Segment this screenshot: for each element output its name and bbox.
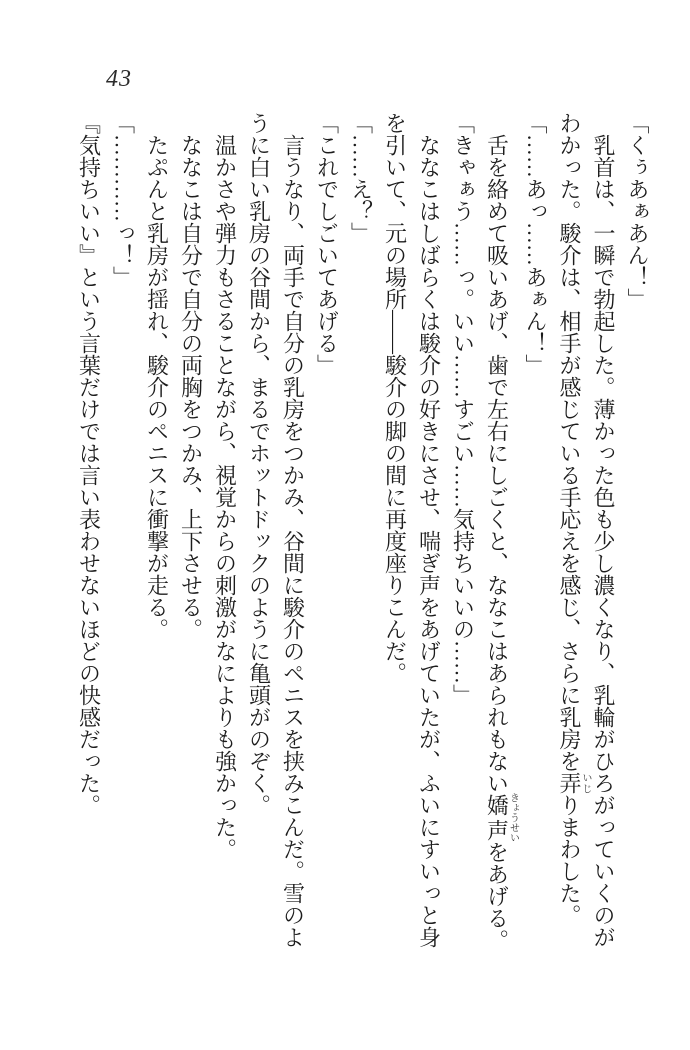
paragraph-narration: 舌を絡めて吸いあげ、歯で左右にしごくと、ななこはあられもない嬌声きょうせいをあげる。 [484,134,519,951]
paragraph-narration: ななこは自分で自分の両胸をつかみ、上下させる。 [178,134,204,640]
paragraph-dialogue: 「これでしごいてあげる」 [314,112,340,376]
text-block [76,112,654,952]
paragraph-narration: 乳首は、一瞬で勃起した。薄かった色も少し濃くなり、乳輪がひろがっていくのがわかった。駿介は、相手が感じている手応えを感じ、さらに乳房を弄いじりまわした。 [557,112,616,948]
paragraph-narration: 『気持ちいい』という言葉だけでは言い表わせないほどの快感だった。 [76,112,102,816]
paragraph-dialogue: 「……え？」 [348,112,374,244]
paragraph-dialogue: 「くぅあぁあん！」 [625,112,650,310]
ruby-annotated-word: 嬌声きょうせい [484,792,519,843]
paragraph-narration: 言うなり、両手で自分の乳房をつかみ、谷間に駿介のペニスを挟みこんだ。雪のように白い乳房の谷間から、まるでホットドックのように亀頭がのぞく。 [246,112,306,948]
paragraph-dialogue: 「……あっ……あぁん！」 [523,112,548,376]
paragraph-dialogue: 「きゃぁう……っ。いい……すごい……気持ちいいの……」 [450,112,476,706]
paragraph-narration: ななこはしばらくは駿介の好きにさせ、喘ぎ声をあげていたが、ふいにすいっと身を引いて、元の場所――駿介の脚の間に再度座りこんだ。 [382,112,442,948]
paragraph-dialogue: 「…………っ！」 [110,112,136,288]
ruby-annotated-word: 弄いじ [557,772,591,794]
paragraph-narration: 温かさや弾力もさることながら、視覚からの刺激がなによりも強かった。 [212,134,238,860]
page-number: 43 [106,66,132,92]
paragraph-narration: たぷんと乳房が揺れ、駿介のペニスに衝撃が走る。 [144,134,170,640]
